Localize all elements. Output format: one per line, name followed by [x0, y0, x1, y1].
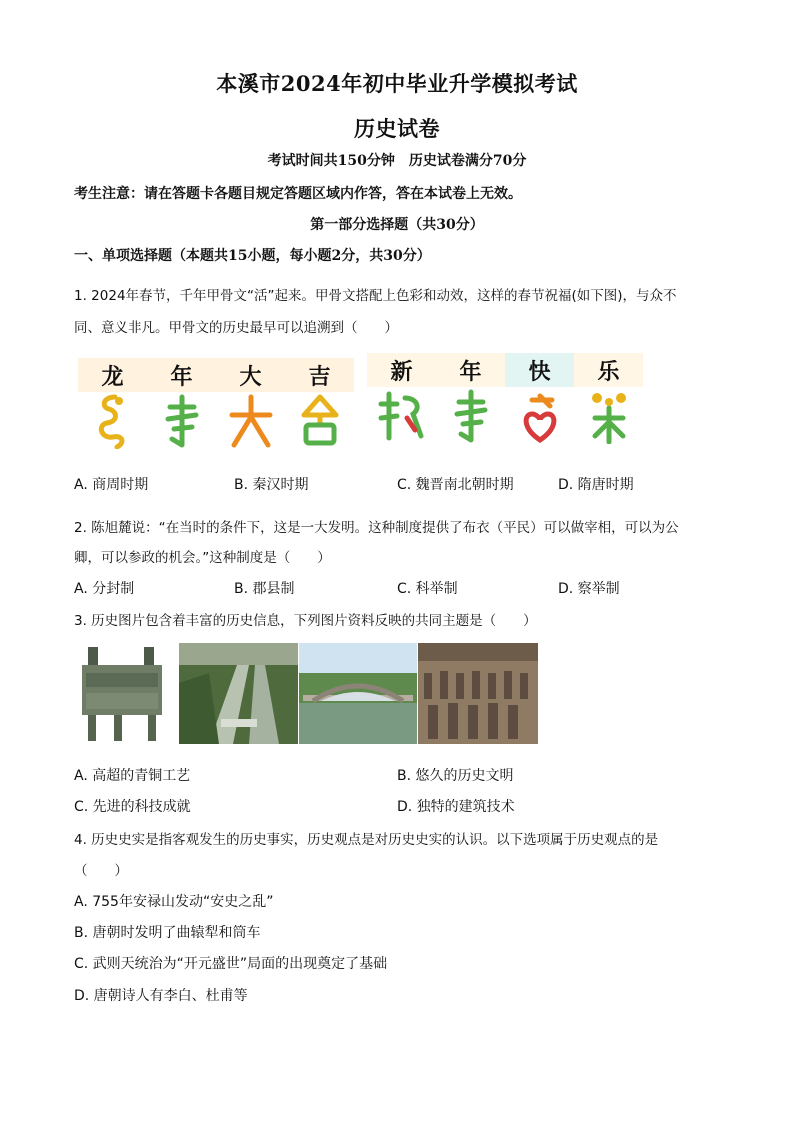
q4-line-2: （ ）: [74, 863, 128, 879]
exam-notice: 考生注意：请在答题卡各题目规定答题区域内作答，答在本试卷上无效。: [74, 186, 522, 202]
greeting-image-right: [367, 353, 643, 455]
greeting-image-left: [78, 358, 354, 460]
q4-line-1: 4. 历史史实是指客观发生的历史事实，历史观点是对历史史实的认识。以下选项属于历史观点的是: [74, 832, 659, 848]
oracle-glyph-year: [147, 392, 216, 460]
part-title: 第一部分选择题（共30分）: [310, 217, 484, 233]
q3-option-a[interactable]: A. 高超的青铜工艺: [74, 768, 191, 784]
char-header: 大: [216, 358, 285, 392]
exam-title: 本溪市2024年初中毕业升学模拟考试: [216, 71, 578, 96]
stone-bridge-photo: [299, 643, 417, 744]
q4-option-d[interactable]: D. 唐朝诗人有李白、杜甫等: [74, 988, 248, 1004]
oracle-glyph-new: [367, 387, 436, 455]
q2-option-a[interactable]: A. 分封制: [74, 581, 135, 597]
q1-option-d[interactable]: D. 隋唐时期: [558, 477, 634, 493]
char-header: 乐: [574, 353, 643, 387]
q3-option-b[interactable]: B. 悠久的历史文明: [397, 768, 514, 784]
char-header: 快: [505, 353, 574, 387]
char-header: 年: [147, 358, 216, 392]
q2-line-2: 卿，可以参政的机会。”这种制度是（ ）: [74, 550, 331, 566]
canal-photo: [179, 643, 298, 744]
char-header: 年: [436, 353, 505, 387]
oracle-glyph-big: [216, 392, 285, 460]
section-title: 一、单项选择题（本题共15小题，每小题2分，共30分）: [74, 248, 431, 264]
q1-line-1: 1. 2024年春节，千年甲骨文“活”起来。甲骨文搭配上色彩和动效，这样的春节祝福(如下图)，与众不: [74, 288, 677, 304]
q3-option-d[interactable]: D. 独特的建筑技术: [397, 799, 515, 815]
oracle-glyph-joy: [574, 387, 643, 455]
oracle-glyph-happy: [505, 387, 574, 455]
q1-option-a[interactable]: A. 商周时期: [74, 477, 149, 493]
exam-info: 考试时间共150分钟 历史试卷满分70分: [267, 153, 527, 169]
oracle-glyph-year: [436, 387, 505, 455]
q2-line-1: 2. 陈旭麓说：“在当时的条件下，这是一大发明。这种制度提供了布衣（平民）可以做宰相，可以为公: [74, 520, 679, 536]
char-header: 龙: [78, 358, 147, 392]
q4-option-c[interactable]: C. 武则天统治为“开元盛世”局面的出现奠定了基础: [74, 956, 388, 972]
q2-option-c[interactable]: C. 科举制: [397, 581, 458, 597]
q2-option-d[interactable]: D. 察举制: [558, 581, 620, 597]
q1-option-c[interactable]: C. 魏晋南北朝时期: [397, 477, 514, 493]
char-header: 新: [367, 353, 436, 387]
paper-subtitle: 历史试卷: [354, 116, 440, 141]
bronze-ding-photo: [74, 643, 179, 744]
char-header: 吉: [285, 358, 354, 392]
q1-line-2: 同、意义非凡。甲骨文的历史最早可以追溯到（ ）: [74, 320, 398, 336]
terracotta-warriors-photo: [418, 643, 538, 744]
q3-option-c[interactable]: C. 先进的科技成就: [74, 799, 191, 815]
q3-line-1: 3. 历史图片包含着丰富的历史信息，下列图片资料反映的共同主题是（ ）: [74, 613, 537, 629]
oracle-glyph-dragon: [78, 392, 147, 460]
q2-option-b[interactable]: B. 郡县制: [234, 581, 295, 597]
q4-option-a[interactable]: A. 755年安禄山发动“安史之乱”: [74, 894, 274, 910]
q4-option-b[interactable]: B. 唐朝时发明了曲辕犁和筒车: [74, 925, 261, 941]
q1-option-b[interactable]: B. 秦汉时期: [234, 477, 309, 493]
oracle-glyph-lucky: [285, 392, 354, 460]
